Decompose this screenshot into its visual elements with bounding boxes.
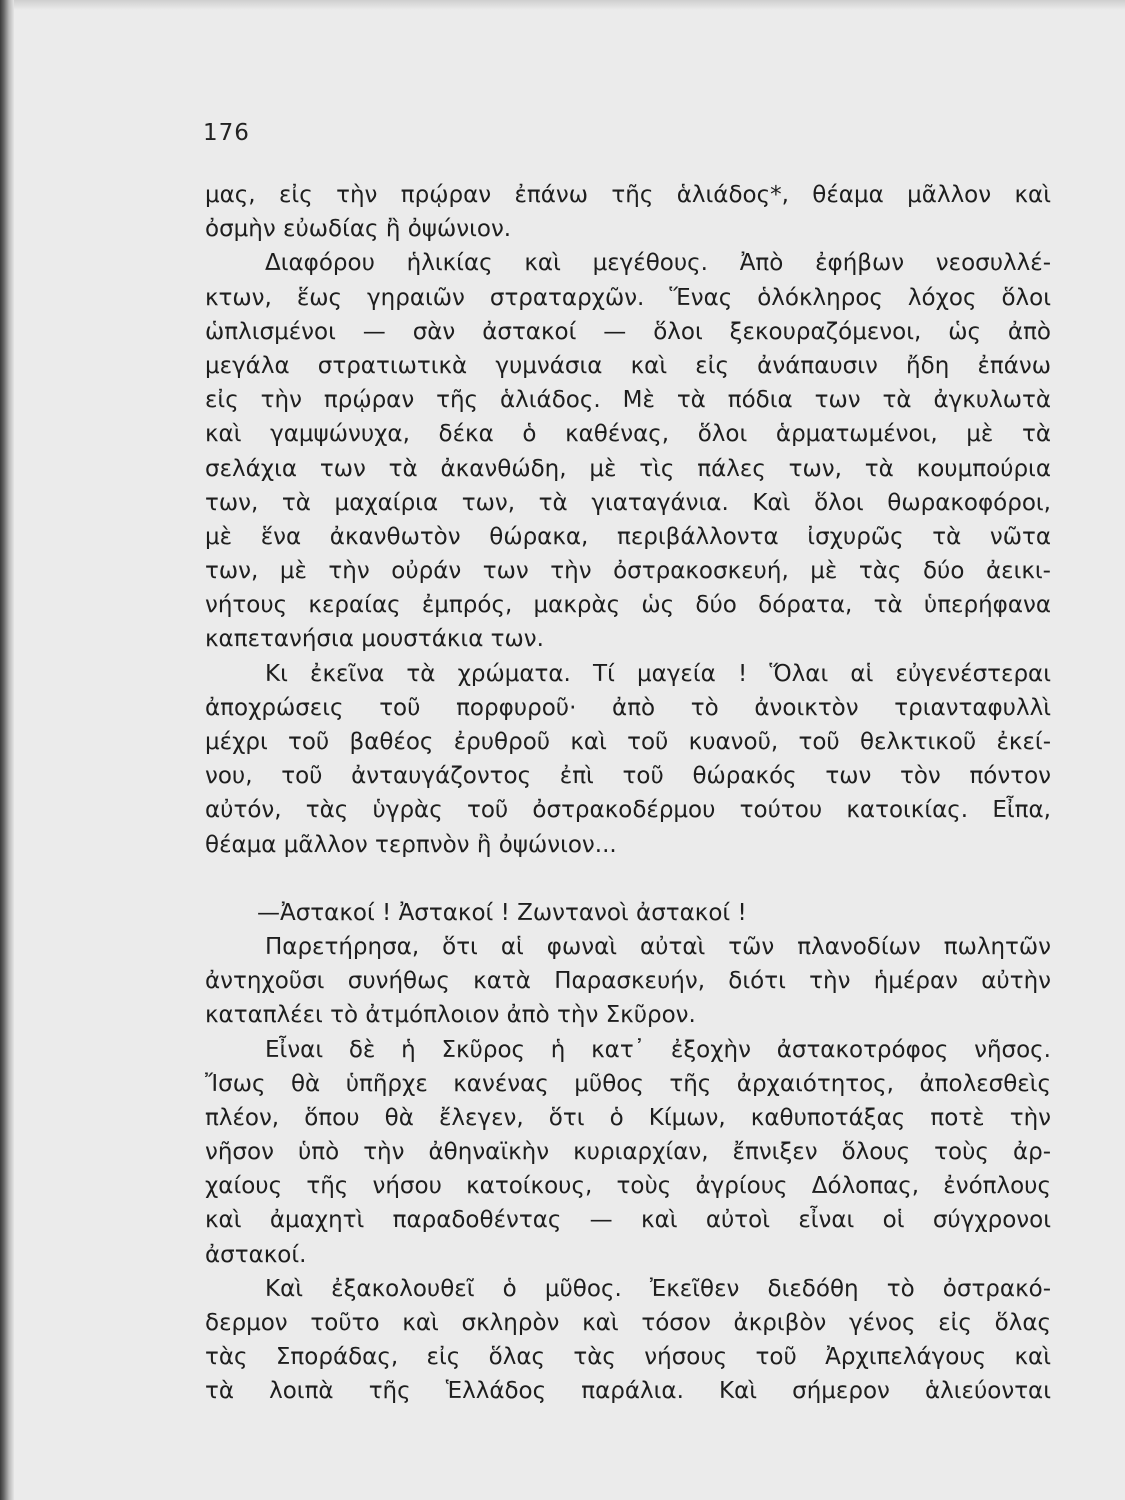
text-line: Κι ἐκεῖνα τὰ χρώματα. Τί μαγεία ! Ὅλαι αἱ εὐγενέστεραι — [265, 660, 1051, 687]
text-line: μέχρι τοῦ βαθέος ἐρυθροῦ καὶ τοῦ κυανοῦ, τοῦ θελκτικοῦ ἐκεί- — [205, 729, 1051, 755]
text-line: ἀποχρώσεις τοῦ πορφυροῦ· ἀπὸ τὸ ἀνοικτὸν τριανταφυλλὶ — [205, 694, 1051, 721]
text-line: τὰς Σποράδας, εἰς ὅλας τὰς νήσους τοῦ Ἀρχιπελάγους καὶ — [205, 1344, 1051, 1371]
text-line: πλέον, ὅπου θὰ ἔλεγεν, ὅτι ὁ Κίμων, καθυποτάξας ποτὲ τὴν — [205, 1104, 1051, 1131]
text-line: μὲ ἕνα ἀκανθωτὸν θώρακα, περιβάλλοντα ἰσχυρῶς τὰ νῶτα — [205, 523, 1051, 550]
text-line: των, μὲ τὴν οὐράν των τὴν ὀστρακοσκευή, μὲ τὰς δύο ἀεικι- — [205, 558, 1051, 585]
text-line: αὐτόν, τὰς ὑγρὰς τοῦ ὀστρακοδέρμου τούτου κατοικίας. Εἶπα, — [205, 797, 1051, 824]
text-line: μας, εἰς τὴν πρῴραν ἐπάνω τῆς ἁλιάδος*, θέαμα μᾶλλον καὶ — [205, 182, 1051, 208]
text-line: καπετανήσια μουστάκια των. — [205, 626, 544, 653]
text-line: νῆσον ὑπὸ τὴν ἀθηναϊκὴν κυριαρχίαν, ἔπνιξεν ὅλους τοὺς ἀρ- — [205, 1139, 1051, 1166]
text-line: Ἴσως θὰ ὑπῆρχε κανένας μῦθος τῆς ἀρχαιότητος, ἀπολεσθεὶς — [205, 1070, 1051, 1097]
text-line: Καὶ ἐξακολουθεῖ ὁ μῦθος. Ἐκεῖθεν διεδόθη τὸ ὀστρακό- — [265, 1275, 1051, 1302]
scan-top-shadow — [14, 0, 1125, 10]
page-number: 176 — [203, 120, 250, 146]
paragraph-gap — [205, 862, 1051, 896]
scan-binding-edge — [0, 0, 14, 1500]
text-line: κτων, ἕως γηραιῶν στραταρχῶν. Ἕνας ὁλόκληρος λόχος ὅλοι — [205, 284, 1051, 311]
text-line: καταπλέει τὸ ἀτμόπλοιον ἀπὸ τὴν Σκῦρον. — [205, 1002, 696, 1029]
text-line: σελάχια των τὰ ἀκανθώδη, μὲ τὶς πάλες των, τὰ κουμπούρια — [205, 455, 1051, 482]
text-line: των, τὰ μαχαίρια των, τὰ γιαταγάνια. Καὶ ὅλοι θωρακοφόροι, — [205, 489, 1051, 516]
text-line: ἀστακοί. — [205, 1241, 307, 1268]
text-line: θέαμα μᾶλλον τερπνὸν ἢ ὀψώνιον... — [205, 831, 617, 858]
text-line: τὰ λοιπὰ τῆς Ἑλλάδος παράλια. Καὶ σήμερον ἁλιεύονται — [205, 1378, 1051, 1405]
text-line: δερμον τοῦτο καὶ σκληρὸν καὶ τόσον ἀκριβὸν γένος εἰς ὅλας — [205, 1310, 1051, 1336]
text-line: χαίους τῆς νήσου κατοίκους, τοὺς ἀγρίους Δόλοπας, ἐνόπλους — [205, 1173, 1051, 1200]
text-line: νήτους κεραίας ἐμπρός, μακρὰς ὡς δύο δόρατα, τὰ ὑπερήφανα — [205, 592, 1051, 619]
text-line: Διαφόρου ἡλικίας καὶ μεγέθους. Ἀπὸ ἐφήβων νεοσυλλέ- — [265, 250, 1051, 277]
text-line: νου, τοῦ ἀνταυγάζοντος ἐπὶ τοῦ θώρακός των τὸν πόντον — [205, 763, 1051, 790]
text-line: Εἶναι δὲ ἡ Σκῦρος ἡ κατ᾽ ἐξοχὴν ἀστακοτρόφος νῆσος. — [265, 1036, 1051, 1063]
text-line: Παρετήρησα, ὅτι αἱ φωναὶ αὐταὶ τῶν πλανοδίων πωλητῶν — [265, 933, 1051, 960]
text-line: ὀσμὴν εὐωδίας ἢ ὀψώνιον. — [205, 216, 512, 243]
text-line: —Ἀστακοί ! Ἀστακοί ! Ζωντανοὶ ἀστακοί ! — [257, 899, 747, 926]
text-line: ἀντηχοῦσι συνήθως κατὰ Παρασκευήν, διότι τὴν ἡμέραν αὐτὴν — [205, 968, 1051, 995]
text-line: εἰς τὴν πρῴραν τῆς ἁλιάδος. Μὲ τὰ πόδια των τὰ ἀγκυλωτὰ — [205, 387, 1051, 414]
text-line: ὡπλισμένοι — σὰν ἀστακοί — ὅλοι ξεκουραζόμενοι, ὡς ἀπὸ — [205, 318, 1051, 345]
text-line: καὶ ἀμαχητὶ παραδοθέντας — καὶ αὐτοὶ εἶναι οἱ σύγχρονοι — [205, 1207, 1051, 1234]
body-text — [205, 178, 1051, 1409]
text-line: καὶ γαμψώνυχα, δέκα ὁ καθένας, ὅλοι ἁρματωμένοι, μὲ τὰ — [205, 421, 1051, 448]
text-line: μεγάλα στρατιωτικὰ γυμνάσια καὶ εἰς ἀνάπαυσιν ἤδη ἐπάνω — [205, 352, 1051, 379]
